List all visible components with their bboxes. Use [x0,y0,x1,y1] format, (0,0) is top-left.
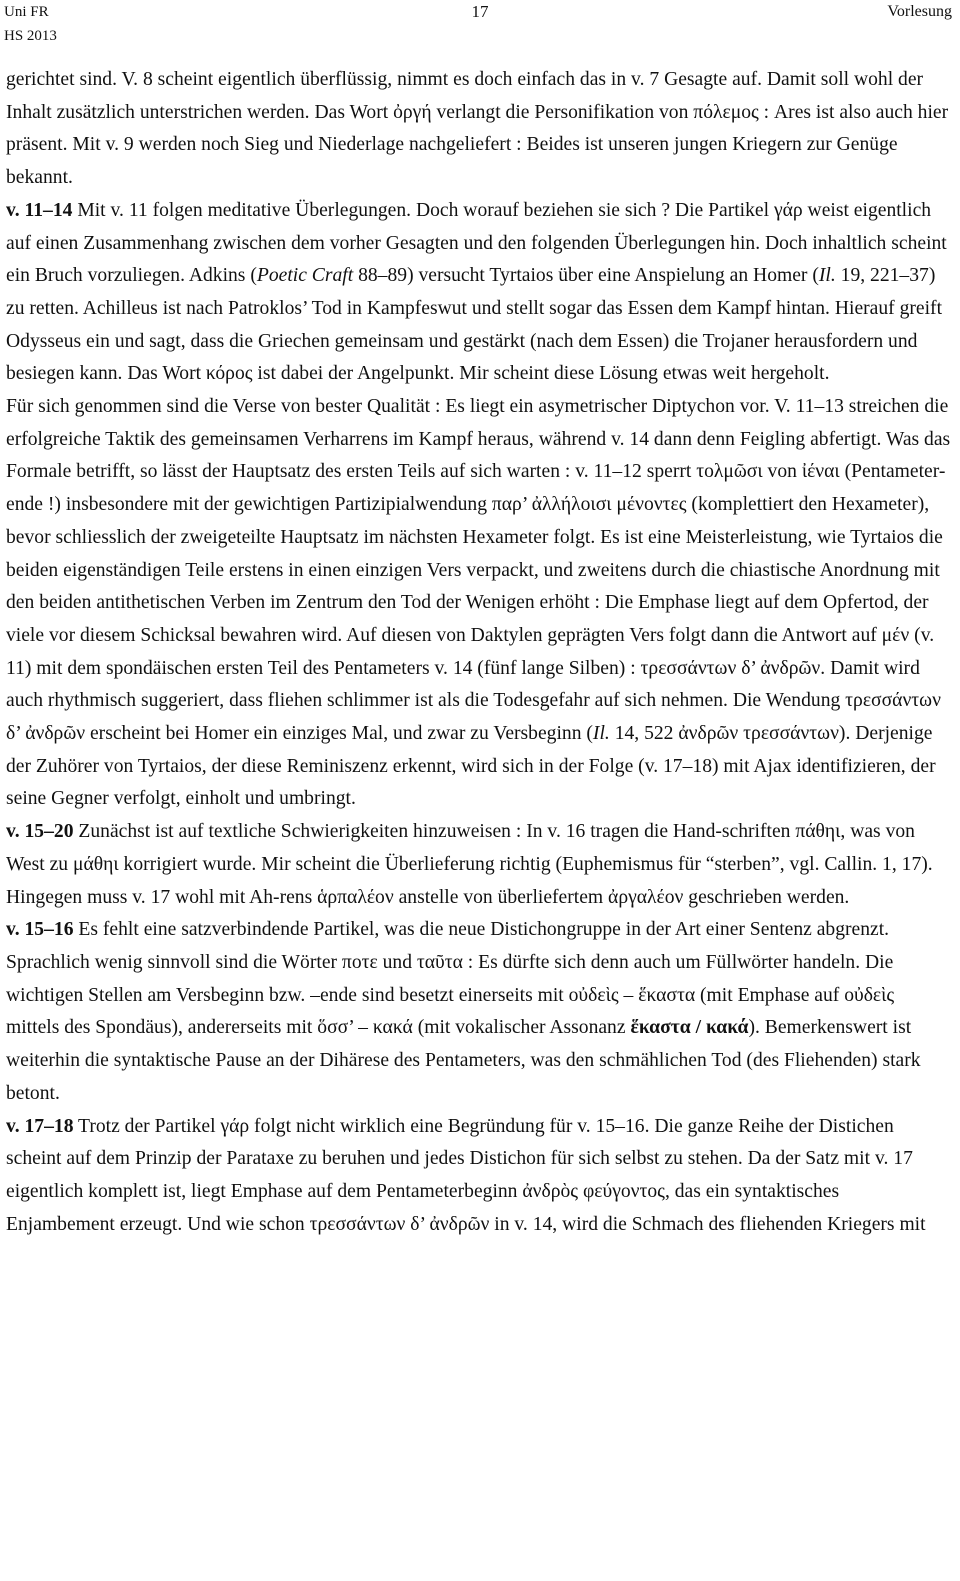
paragraph [6,64,952,195]
text-segment: Zunächst ist auf textliche Schwierigkeiten hinzuweisen : In v. 16 tragen die Hand-schriften πάθηι, was von West zu μάθηι korrigiert wurde. Mir scheint die Überlieferung richtig (Euphemismus für “sterben”, vgl. Callin. 1, 17). Hingegen muss v. 17 wohl mit Ah-rens ἁρπαλέον anstelle von überliefertem ἀργαλέον geschrieben werden. [6,821,933,908]
header-course-type: Vorlesung [887,3,952,20]
bold-text: v. 15–20 [6,821,74,843]
italic-text: Il. [818,265,836,287]
bold-text: v. 15–16 [6,919,74,941]
text-segment: Für sich genommen sind die Verse von bester Qualität : Es liegt ein asymetrischer Diptychon vor. V. 11–13 streichen die erfolgreiche Taktik des gemeinsamen Verharrens im Kampf heraus, während v. 14 dann denn Feigling abfertigt. Was das Formale betrifft, so lässt der Hauptsatz des ersten Teils auf sich warten : v. 11–12 sperrt τολμῶσι von ἰέναι (Pentameter-ende !) insbesondere mit der gewichtigen Partizipialwendung παρ’ ἀλλήλοισι μένοντες (komplettiert den Hexameter), bevor schliesslich der zweigeteilte Hauptsatz im nächsten Hexameter folgt. Es ist eine Meisterleistung, wie Tyrtaios die beiden eigenständigen Teile erstens in einen einzigen Vers verpackt, und zweitens durch die chiastische Anordnung mit den beiden antithetischen Verben im Zentrum den Tod der Wenigen erhöht : Die Emphase liegt auf dem Opfertod, der viele vor diesem Schicksal bewahren wird. Auf diesen von Daktylen geprägten Vers folgt dann die Antwort auf μέν (v. 11) mit dem spondäischen ersten Teil des Pentameters v. 14 (fünf lange Silben) : τρεσσάντων δ’ ἀνδρῶν. Damit wird auch rhythmisch suggeriert, dass fliehen schlimmer ist als die Todesgefahr auf sich nehmen. Die Wendung τρεσσάντων δ’ ἀνδρῶν erscheint bei Homer ein einziges Mal, und zwar zu Versbeginn ( [6,396,951,745]
paragraph [6,914,952,1110]
paragraph [6,195,952,391]
italic-text: Il. [592,723,610,745]
text-segment: ). Bemerkenswert ist weiterhin die syntaktische Pause an der Dihärese des Pentameters, was den schmählichen Tod (des Fliehenden) stark betont. [6,1017,921,1104]
bold-text: v. 17–18 [6,1115,74,1137]
paragraph [6,816,952,914]
bold-text: v. 11–14 [6,199,73,221]
text-segment: Es fehlt eine satzverbindende Partikel, was die neue Distichongruppe in der Art einer Sentenz abgrenzt. Sprachlich wenig sinnvoll sind die Wörter ποτε und ταῦτα : Es dürfte sich denn auch um Füllwörter handeln. Die wichtigen Stellen am Versbeginn bzw. –ende sind besetzt einerseits mit οὐδεὶς – ἕκαστα (mit Emphase auf οὐδεὶς mittels des Spondäus), andererseits mit ὅσσ’ – κακά (mit vokalischer Assonanz [6,919,895,1039]
text-segment: 88–89) versucht Tyrtaios über eine Anspielung an Homer ( [353,265,819,287]
header-semester: HS 2013 [4,28,57,44]
header-university: Uni FR [4,4,49,20]
document-body [6,64,952,1241]
text-segment: Trotz der Partikel γάρ folgt nicht wirklich eine Begründung für v. 15–16. Die ganze Reihe der Distichen scheint auf dem Prinzip der Parataxe zu beruhen und jedes Distichon für sich selbst zu stehen. Da der Satz mit v. 17 eigentlich komplett ist, liegt Emphase auf dem Pentameterbeginn ἀνδρὸς φεύγοντος, das ein syntaktisches Enjambement erzeugt. Und wie schon τρεσσάντων δ’ ἀνδρῶν in v. 14, wird die Schmach des fliehenden Kriegers mit [6,1115,926,1235]
text-segment: 19, 221–37) zu retten. Achilleus ist nach Patroklos’ Tod in Kampfeswut und stellt sogar das Essen dem Kampf hintan. Hierauf greift Odysseus ein und sagt, dass die Griechen gemeinsam und gestärkt (nach dem Essen) die Trojaner herausfordern und besiegen kann. Das Wort κόρος ist dabei der Angelpunkt. Mir scheint diese Lösung etwas weit hergeholt. [6,265,943,385]
italic-text: Poetic Craft [256,265,354,287]
page-number: 17 [471,2,489,21]
paragraph [6,391,952,816]
paragraph [6,1111,952,1242]
bold-text: ἕκαστα / κακά [630,1017,749,1039]
text-segment: 14, 522 ἀνδρῶν τρεσσάντων). Derjenige der Zuhörer von Tyrtaios, der diese Reminiszenz erkennt, wird sich in der Folge (v. 17–18) mit Ajax identifizieren, der seine Gegner verfolgt, einholt und umbringt. [6,723,936,810]
page-header [0,0,960,48]
text-segment: Mit v. 11 folgen meditative Überlegungen. Doch worauf beziehen sie sich ? Die Partikel γάρ weist eigentlich auf einen Zusammenhang zwischen dem vorher Gesagten und den folgenden Überlegungen hin. Doch inhaltlich scheint ein Bruch vorzuliegen. Adkins ( [6,199,947,287]
text-segment: gerichtet sind. V. 8 scheint eigentlich überflüssig, nimmt es doch einfach das in v. 7 Gesagte auf. Damit soll wohl der Inhalt zusätzlich unterstrichen werden. Das Wort ὀργή verlangt die Personifikation von πόλεμος : Ares ist also auch hier präsent. Mit v. 9 werden noch Sieg und Niederlage nachgeliefert : Beides ist unseren jungen Kriegern zur Genüge bekannt. [6,69,949,189]
